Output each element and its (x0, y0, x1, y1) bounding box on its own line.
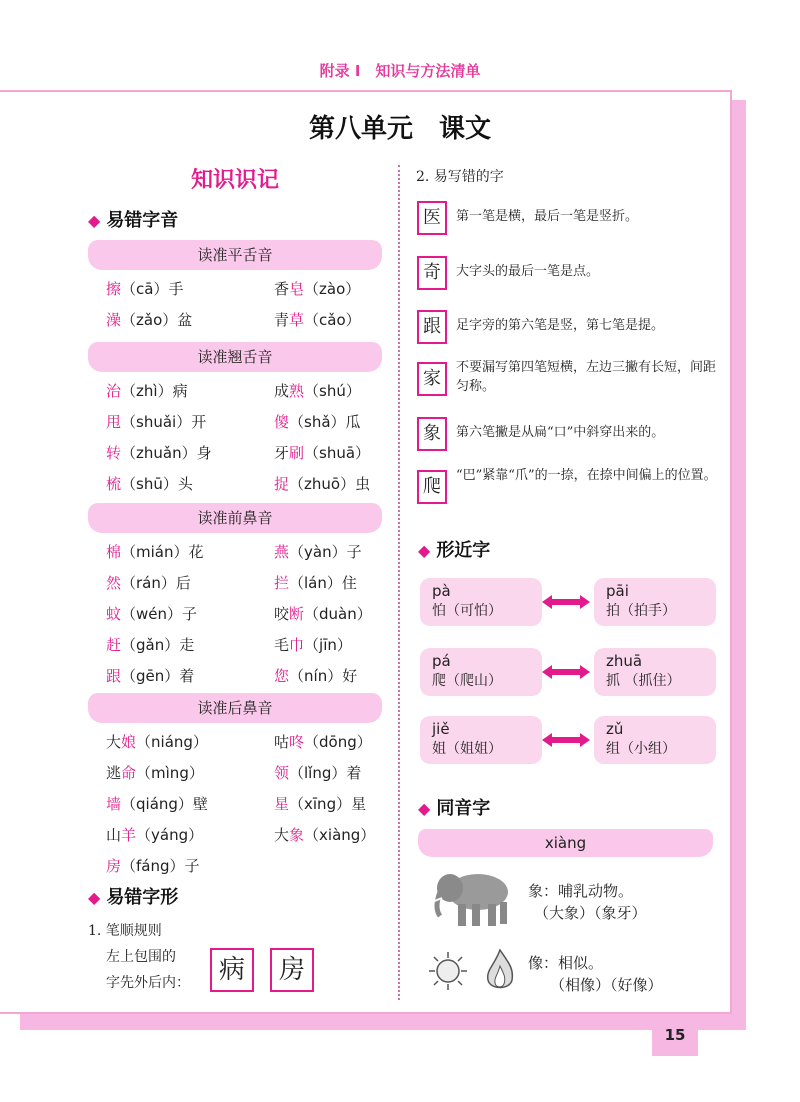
item-char: 梳 (106, 475, 122, 493)
item-char: 燕 (274, 543, 290, 561)
pair-word: 怕（可怕） (432, 603, 502, 619)
item-char: 甩 (106, 413, 122, 431)
item-pinyin: （lǐng）着 (289, 764, 362, 782)
item-pinyin: （mìng） (136, 764, 204, 782)
wrong-char-desc: 足字旁的第六笔是竖，第七笔是提。 (456, 318, 665, 333)
pinyin-item (106, 473, 193, 494)
item-pinyin: （shū）头 (121, 475, 193, 493)
item-char: 跟 (106, 667, 122, 685)
wrong-char-box: 爬 (417, 470, 447, 504)
item-pinyin: （zhì）病 (121, 382, 188, 400)
pair-left (420, 716, 542, 764)
pinyin-item (106, 411, 206, 432)
pair-pinyin: zhuā (606, 652, 643, 670)
section-title-pronunciation: ◆ 易错字音 (88, 210, 179, 231)
item-pinyin: （qiáng）壁 (121, 795, 208, 813)
pinyin-item (106, 442, 212, 463)
unit-title: 第八单元 课文 (308, 114, 491, 144)
pair-right (594, 578, 716, 626)
wrong-char-box: 象 (417, 417, 447, 451)
pinyin-item (274, 473, 370, 494)
wrong-char-box: 医 (417, 201, 447, 235)
item-char: 棉 (106, 543, 122, 561)
section-title-similar: ◆ 形近字 (418, 540, 491, 561)
item-pinyin: （xīng）星 (289, 795, 367, 813)
group-band: 读准前鼻音 (88, 503, 382, 533)
pinyin-item (274, 572, 357, 593)
homophone-band: xiàng (418, 829, 713, 857)
pinyin-item (106, 380, 188, 401)
pair-pinyin: pà (432, 582, 451, 600)
item-prefix: 大 (274, 826, 290, 844)
pair-pinyin: jiě (432, 720, 450, 738)
item-pinyin: （wén）子 (121, 605, 198, 623)
item-prefix: 山 (106, 826, 122, 844)
item-pinyin: （xiàng） (304, 826, 376, 844)
item-char: 星 (274, 795, 290, 813)
pinyin-item (274, 380, 361, 401)
wrong-char-desc: 不要漏写第四笔短横，左边三撇有长短，间距匀称。 (456, 360, 717, 394)
item-char: 命 (121, 764, 137, 782)
pinyin-item (106, 309, 192, 330)
homophone-entry: 像：相似。 （相像）（好像） (528, 954, 663, 994)
sun-icon (426, 950, 470, 992)
item-pinyin: （fáng）子 (121, 857, 200, 875)
item-char: 皂 (289, 280, 305, 298)
item-pinyin: （zhuǎn）身 (121, 444, 212, 462)
elephant-icon (430, 868, 514, 930)
pinyin-item (274, 603, 372, 624)
item-char: 草 (289, 311, 305, 329)
page-header: 附录 I 知识与方法清单 (319, 62, 481, 80)
pinyin-item (106, 278, 183, 299)
wrong-char-desc: “巴”紧靠“爪”的一捺，在捺中间偏上的位置。 (456, 468, 717, 483)
item-pinyin: （shǎ）瓜 (289, 413, 361, 431)
item-prefix: 毛 (274, 636, 290, 654)
item-pinyin: （yáng） (136, 826, 204, 844)
stroke-order-subtitle: 1. 笔顺规则 (88, 923, 162, 939)
item-pinyin: （cā）手 (121, 280, 184, 298)
item-pinyin: （lán）住 (289, 574, 357, 592)
pair-word: 拍（拍手） (606, 603, 676, 619)
rule-line: 字先外后内： (106, 975, 190, 991)
pair-pinyin: zǔ (606, 720, 624, 738)
rule-line: 左上包围的 (106, 949, 176, 965)
pinyin-item (106, 665, 194, 686)
item-pinyin: （jīn） (304, 636, 352, 654)
rule-char-box: 房 (270, 948, 314, 992)
wrong-char-box: 跟 (417, 310, 447, 344)
wrong-char-desc: 大字头的最后一笔是点。 (456, 264, 600, 279)
item-char: 您 (274, 667, 290, 685)
item-char: 转 (106, 444, 122, 462)
wrong-char-subtitle: 2. 易写错的字 (416, 169, 504, 185)
item-char: 刷 (289, 444, 305, 462)
item-char: 拦 (274, 574, 290, 592)
pinyin-item (106, 572, 191, 593)
diamond-icon: ◆ (88, 888, 101, 907)
double-arrow-icon (542, 595, 590, 609)
pair-right (594, 648, 716, 696)
item-char: 治 (106, 382, 122, 400)
pinyin-item (274, 824, 375, 845)
pinyin-item (106, 634, 194, 655)
pair-left (420, 648, 542, 696)
item-pinyin: （nín）好 (289, 667, 358, 685)
pair-word: 姐（姐姐） (432, 741, 502, 757)
group-band: 读准平舌音 (88, 240, 382, 270)
pair-word: 抓 （抓住） (606, 673, 681, 689)
pair-left (420, 578, 542, 626)
double-arrow-icon (542, 733, 590, 747)
item-pinyin: （shú） (304, 382, 361, 400)
pair-right (594, 716, 716, 764)
pair-pinyin: pá (432, 652, 451, 670)
pinyin-item (106, 793, 208, 814)
pinyin-item (106, 855, 200, 876)
item-prefix: 青 (274, 311, 290, 329)
item-pinyin: （shuā） (304, 444, 371, 462)
page-shadow-right (732, 100, 746, 1030)
item-pinyin: （gǎn）走 (121, 636, 195, 654)
section-title-shape: ◆ 易错字形 (88, 887, 179, 908)
pair-pinyin: pāi (606, 582, 629, 600)
group-band: 读准翘舌音 (88, 342, 382, 372)
pinyin-item (106, 824, 203, 845)
pinyin-item (274, 731, 372, 752)
item-pinyin: （zhuō）虫 (289, 475, 371, 493)
item-char: 断 (289, 605, 305, 623)
pinyin-item (106, 762, 204, 783)
diamond-icon: ◆ (88, 211, 101, 230)
pinyin-item (274, 309, 361, 330)
item-pinyin: （gēn）着 (121, 667, 195, 685)
double-arrow-icon (542, 665, 590, 679)
item-char: 熟 (289, 382, 305, 400)
item-pinyin: （rán）后 (121, 574, 191, 592)
item-pinyin: （shuǎi）开 (121, 413, 207, 431)
pinyin-item (106, 731, 208, 752)
item-prefix: 咕 (274, 733, 290, 751)
item-prefix: 逃 (106, 764, 122, 782)
item-pinyin: （niáng） (136, 733, 208, 751)
pinyin-item (274, 762, 361, 783)
item-char: 赶 (106, 636, 122, 654)
item-char: 擦 (106, 280, 122, 298)
pinyin-item (274, 442, 370, 463)
wrong-char-desc: 第一笔是横，最后一笔是竖折。 (456, 209, 639, 224)
item-pinyin: （zǎo）盆 (121, 311, 193, 329)
item-prefix: 牙 (274, 444, 290, 462)
page-shadow-bottom (20, 1014, 746, 1030)
item-pinyin: （zào） (304, 280, 361, 298)
item-char: 象 (289, 826, 305, 844)
pinyin-item (274, 411, 361, 432)
homophone-entry: 象：哺乳动物。 （大象）（象牙） (528, 882, 647, 922)
item-char: 咚 (289, 733, 305, 751)
pair-word: 组（小组） (606, 741, 676, 757)
pinyin-item (274, 541, 362, 562)
wrong-char-desc: 第六笔撇是从扁“口”中斜穿出来的。 (456, 425, 665, 440)
pair-word: 爬（爬山） (432, 673, 502, 689)
item-char: 然 (106, 574, 122, 592)
page-number: 15 (652, 1018, 698, 1056)
column-divider (398, 165, 400, 1000)
item-char: 房 (106, 857, 122, 875)
item-char: 娘 (121, 733, 137, 751)
pinyin-item (274, 634, 352, 655)
item-prefix: 成 (274, 382, 290, 400)
item-char: 蚊 (106, 605, 122, 623)
pinyin-item (274, 665, 357, 686)
section-title-homophone: ◆ 同音字 (418, 798, 491, 819)
item-char: 捉 (274, 475, 290, 493)
section-heading: 知识识记 (190, 167, 279, 193)
item-pinyin: （cǎo） (304, 311, 361, 329)
wrong-char-box: 奇 (417, 256, 447, 290)
diamond-icon: ◆ (418, 541, 431, 560)
item-pinyin: （duàn） (304, 605, 372, 623)
item-char: 巾 (289, 636, 305, 654)
item-prefix: 香 (274, 280, 290, 298)
item-char: 墙 (106, 795, 122, 813)
flame-icon (482, 948, 518, 994)
item-char: 澡 (106, 311, 122, 329)
pinyin-item (274, 278, 360, 299)
item-char: 领 (274, 764, 290, 782)
item-pinyin: （mián）花 (121, 543, 204, 561)
item-pinyin: （dōng） (304, 733, 372, 751)
item-char: 羊 (121, 826, 137, 844)
group-band: 读准后鼻音 (88, 693, 382, 723)
item-prefix: 咬 (274, 605, 290, 623)
item-pinyin: （yàn）子 (289, 543, 362, 561)
item-char: 傻 (274, 413, 290, 431)
diamond-icon: ◆ (418, 799, 431, 818)
pinyin-item (274, 793, 366, 814)
item-prefix: 大 (106, 733, 122, 751)
wrong-char-box: 家 (417, 362, 447, 396)
pinyin-item (106, 603, 197, 624)
pinyin-item (106, 541, 204, 562)
rule-char-box: 病 (210, 948, 254, 992)
